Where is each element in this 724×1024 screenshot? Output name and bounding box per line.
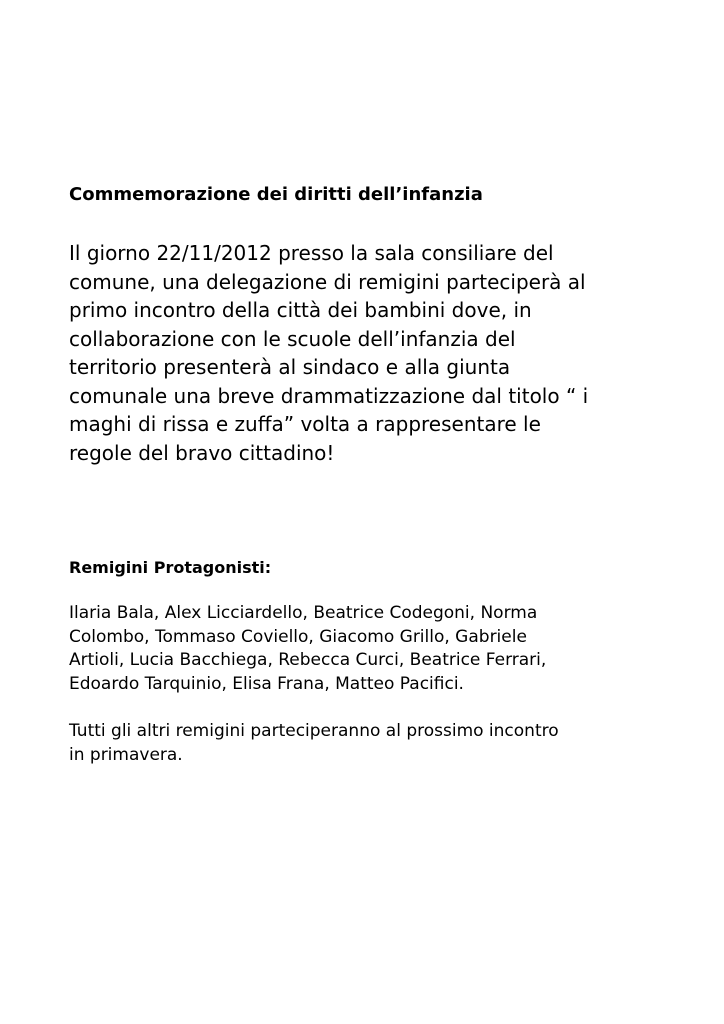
document-title: Commemorazione dei diritti dell’infanzia (69, 184, 483, 205)
closing-line: Tutti gli altri remigini parteciperanno al prossimo incontro (69, 721, 559, 741)
intro-line: primo incontro della città dei bambini dove, in (69, 298, 532, 322)
intro-line: comune, una delegazione di remigini parteciperà al (69, 269, 586, 294)
participants-line: Ilaria Bala, Alex Licciardello, Beatrice Codegoni, Norma (69, 603, 538, 623)
participants-heading: Remigini Protagonisti: (69, 558, 272, 577)
intro-line: collaborazione con le scuole dell’infanzia del (69, 326, 516, 351)
intro-line: regole del bravo cittadino! (69, 440, 335, 465)
intro-line: comunale una breve drammatizzazione dal titolo “ i (69, 383, 589, 408)
intro-line: Il giorno 22/11/2012 presso la sala consiliare del (69, 241, 554, 265)
intro-line: maghi di rissa e zuffa” volta a rappresentare le (69, 412, 541, 436)
participants-list (69, 602, 689, 696)
intro-line: territorio presenterà al sindaco e alla giunta (69, 355, 511, 379)
intro-paragraph (69, 239, 669, 467)
closing-paragraph (69, 720, 689, 767)
participants-line: Edoardo Tarquinio, Elisa Frana, Matteo Pacifici. (69, 673, 464, 694)
participants-line: Artioli, Lucia Bacchiega, Rebecca Curci, Beatrice Ferrari, (69, 650, 547, 670)
participants-line: Colombo, Tommaso Coviello, Giacomo Grillo, Gabriele (69, 626, 527, 647)
closing-line: in primavera. (69, 744, 183, 765)
